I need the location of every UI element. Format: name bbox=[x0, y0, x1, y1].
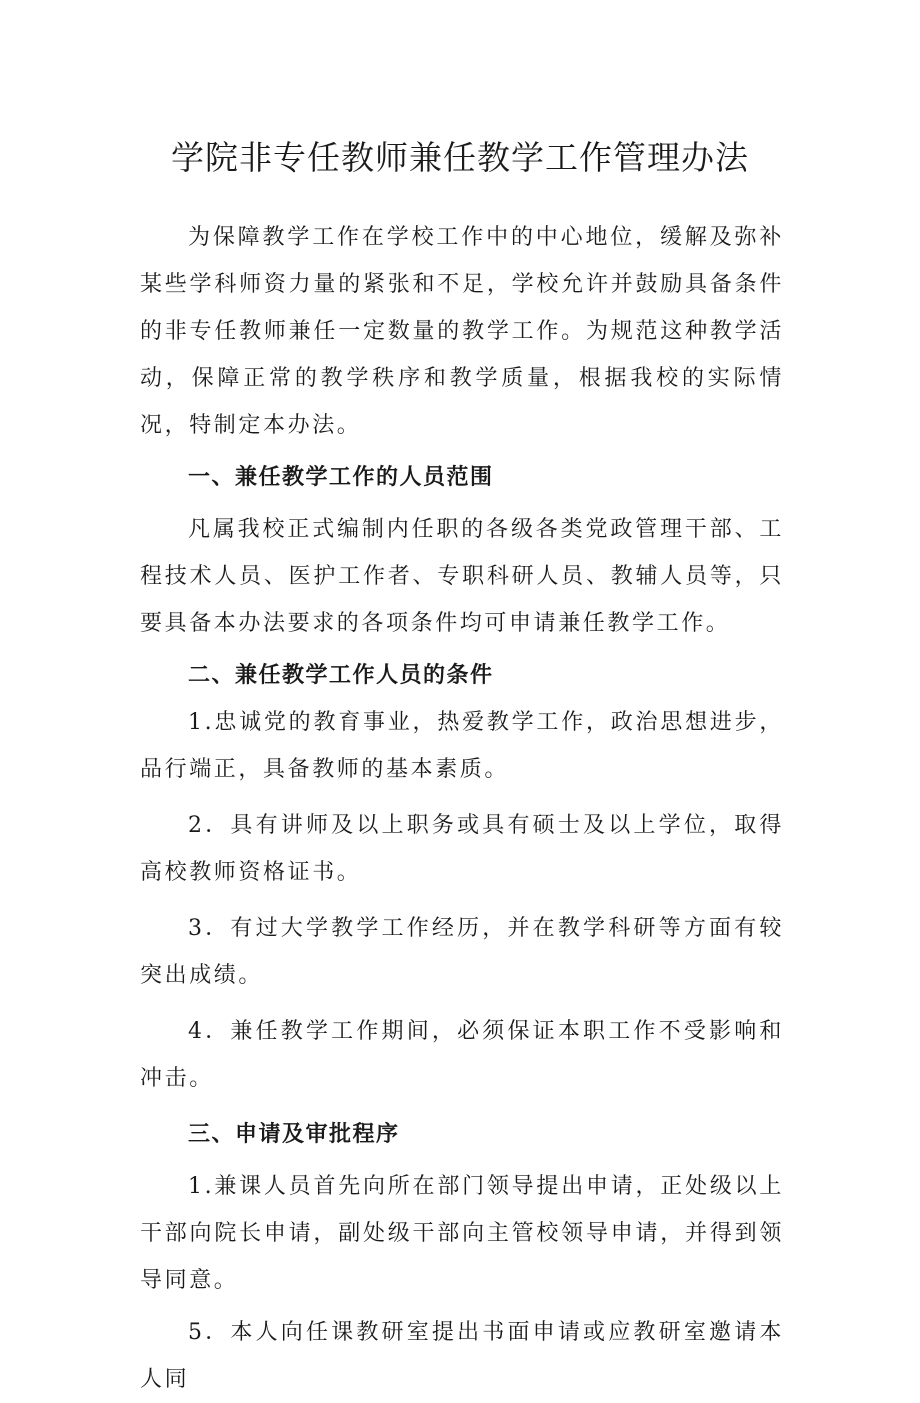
document-body bbox=[140, 214, 784, 1403]
document-title: 学院非专任教师兼任教学工作管理办法 bbox=[171, 138, 749, 177]
condition-item-2: 2．具有讲师及以上职务或具有硕士及以上学位，取得高校教师资格证书。 bbox=[140, 813, 784, 885]
condition-item-3: 3．有过大学教学工作经历，并在教学科研等方面有较突出成绩。 bbox=[140, 916, 784, 988]
condition-item-1: 1.忠诚党的教育事业，热爱教学工作，政治思想进步，品行端正，具备教师的基本素质。 bbox=[140, 710, 784, 782]
procedure-item-5: 5．本人向任课教研室提出书面申请或应教研室邀请本人同 bbox=[140, 1320, 784, 1392]
section-heading-procedure: 三、申请及审批程序 bbox=[188, 1122, 400, 1147]
condition-item-4: 4．兼任教学工作期间，必须保证本职工作不受影响和冲击。 bbox=[140, 1019, 784, 1091]
procedure-item-1: 1.兼课人员首先向所在部门领导提出申请，正处级以上干部向院长申请，副处级干部向主管校领导申请，并得到领导同意。 bbox=[140, 1174, 784, 1293]
intro-paragraph: 为保障教学工作在学校工作中的中心地位，缓解及弥补某些学科师资力量的紧张和不足，学校允许并鼓励具备条件的非专任教师兼任一定数量的教学工作。为规范这种教学活动，保障正常的教学秩序和教学质量，根据我校的实际情况，特制定本办法。 bbox=[140, 225, 784, 438]
section-heading-scope: 一、兼任教学工作的人员范围 bbox=[188, 465, 494, 490]
section-heading-conditions: 二、兼任教学工作人员的条件 bbox=[188, 663, 494, 688]
section-paragraph: 凡属我校正式编制内任职的各级各类党政管理干部、工程技术人员、医护工作者、专职科研人员、教辅人员等，只要具备本办法要求的各项条件均可申请兼任教学工作。 bbox=[140, 517, 784, 636]
